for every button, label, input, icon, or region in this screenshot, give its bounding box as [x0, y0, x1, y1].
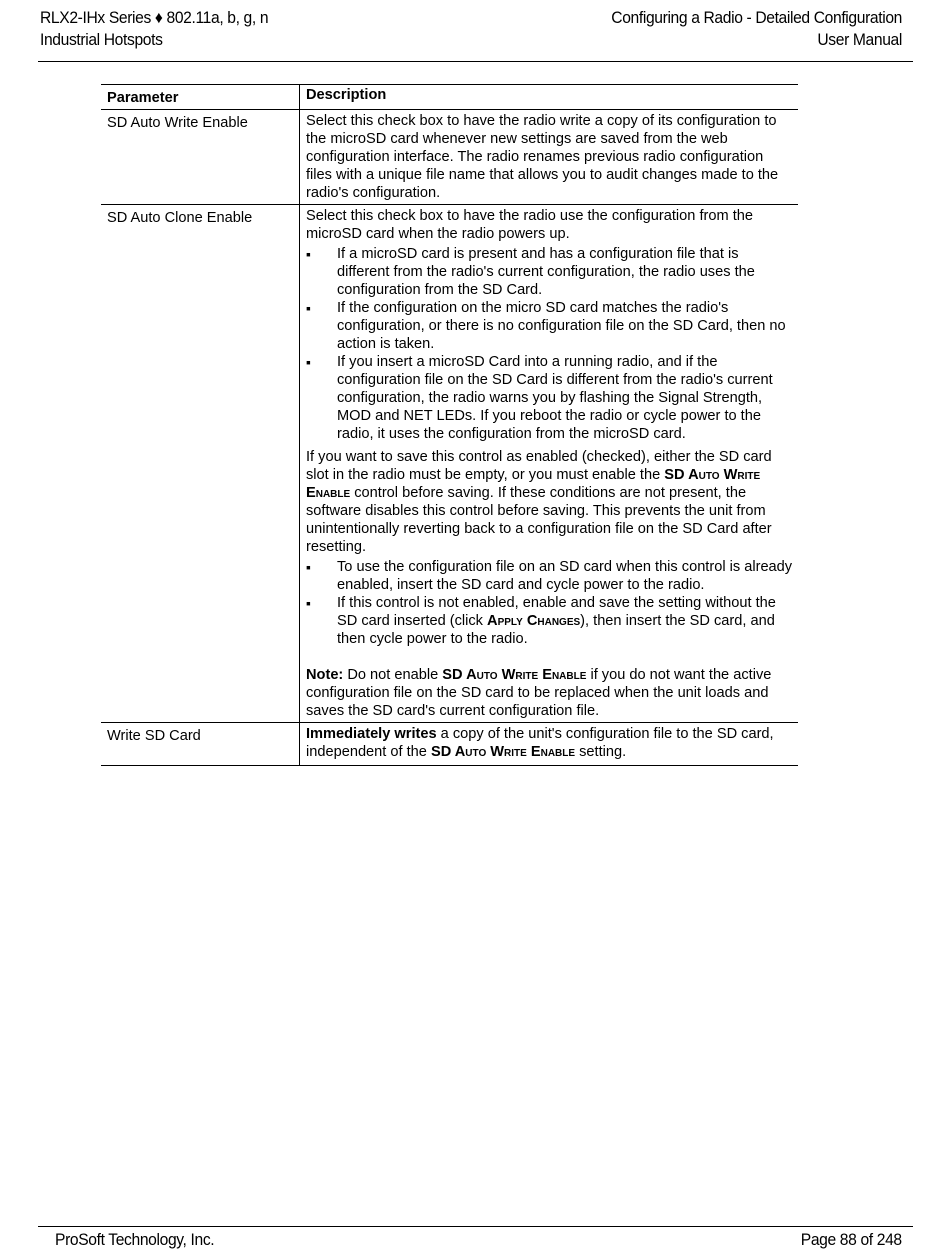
- note-paragraph: Note: Do not enable SD Auto Write Enable if you do not want the active configuration file on the SD card to be replaced when the unit loads and saves the SD card's current configuration file.: [306, 667, 772, 719]
- list-item: ▪ If you insert a microSD Card into a running radio, and if the configuration file on the SD Card is different from the radio's current configuration, the radio warns you by flashing the Signal Strength, MOD and NET LEDs. If you reboot the radio or cycle power to the radio, it uses the configuration from the microSD card.: [306, 353, 793, 443]
- param-write-sd-card: Write SD Card: [101, 723, 300, 766]
- clone-intro: Select this check box to have the radio use the configuration from the microSD card when the radio powers up.: [306, 208, 753, 242]
- note-label: Note:: [306, 667, 344, 683]
- parameter-table: [101, 84, 798, 766]
- immediately-writes-label: Immediately writes: [306, 726, 437, 742]
- param-sd-auto-write-enable: SD Auto Write Enable: [101, 110, 300, 205]
- running-header-right: [611, 7, 902, 51]
- running-header-left: [40, 7, 268, 51]
- table-row: [101, 205, 798, 723]
- footer-divider: [38, 1226, 913, 1227]
- ui-term-sd-auto-write-enable: SD Auto Write Enable: [442, 667, 587, 683]
- clone-save-paragraph: If you want to save this control as enabled (checked), either the SD card slot in the radio must be empty, or you must enable the SD Auto Write Enable control before saving. If these conditions are not present, the software disables this control before saving. This prevents the unit from unintentionally reverting back to a configuration file on the SD Card after resetting.: [306, 449, 772, 555]
- page-number: Page 88 of 248: [801, 1230, 902, 1249]
- ui-term-sd-auto-write-enable: SD Auto Write Enable: [430, 744, 576, 760]
- product-subtitle: Industrial Hotspots: [40, 30, 163, 49]
- product-series-title: RLX2-IHx Series ♦ 802.11a, b, g, n: [40, 8, 269, 27]
- desc-write-sd-card: Immediately writes a copy of the unit's configuration file to the SD card, independent of the SD Auto Write Enable setting.: [300, 723, 799, 766]
- ui-term-apply-changes: Apply Changes: [487, 613, 581, 629]
- table-row: [101, 723, 798, 766]
- footer-company: ProSoft Technology, Inc.: [55, 1230, 215, 1249]
- table-row: [101, 110, 798, 205]
- column-header-description: Description: [300, 85, 799, 110]
- column-header-parameter: Parameter: [101, 85, 300, 110]
- list-item: ▪ If a microSD card is present and has a configuration file that is different from the radio's current configuration, the radio uses the configuration from the SD Card.: [306, 245, 793, 299]
- list-item: ▪ If the configuration on the micro SD card matches the radio's configuration, or there is no configuration file on the SD Card, then no action is taken.: [306, 299, 793, 353]
- clone-bullet-list: [306, 245, 793, 443]
- header-divider: [38, 61, 913, 62]
- table-header-row: [101, 85, 798, 110]
- desc-sd-auto-write-enable: Select this check box to have the radio write a copy of its configuration to the microSD card whenever new settings are saved from the web configuration interface. The radio renames previous radio configuration files with a unique file name that allows you to audit changes made to the radio's configuration.: [300, 110, 799, 205]
- manual-name: User Manual: [817, 30, 902, 49]
- list-item: ▪ If this control is not enabled, enable and save the setting without the SD card inserted (click Apply Changes), then insert the SD card, and then cycle power to the radio.: [306, 594, 793, 648]
- list-item: ▪ To use the configuration file on an SD card when this control is already enabled, insert the SD card and cycle power to the radio.: [306, 558, 793, 594]
- desc-sd-auto-clone-enable: [300, 205, 799, 723]
- chapter-title: Configuring a Radio - Detailed Configuration: [611, 8, 902, 27]
- ui-term-sd-auto-write-enable: SD Auto Write Enable: [306, 467, 761, 501]
- param-sd-auto-clone-enable: SD Auto Clone Enable: [101, 205, 300, 723]
- clone-steps-list: [306, 558, 793, 648]
